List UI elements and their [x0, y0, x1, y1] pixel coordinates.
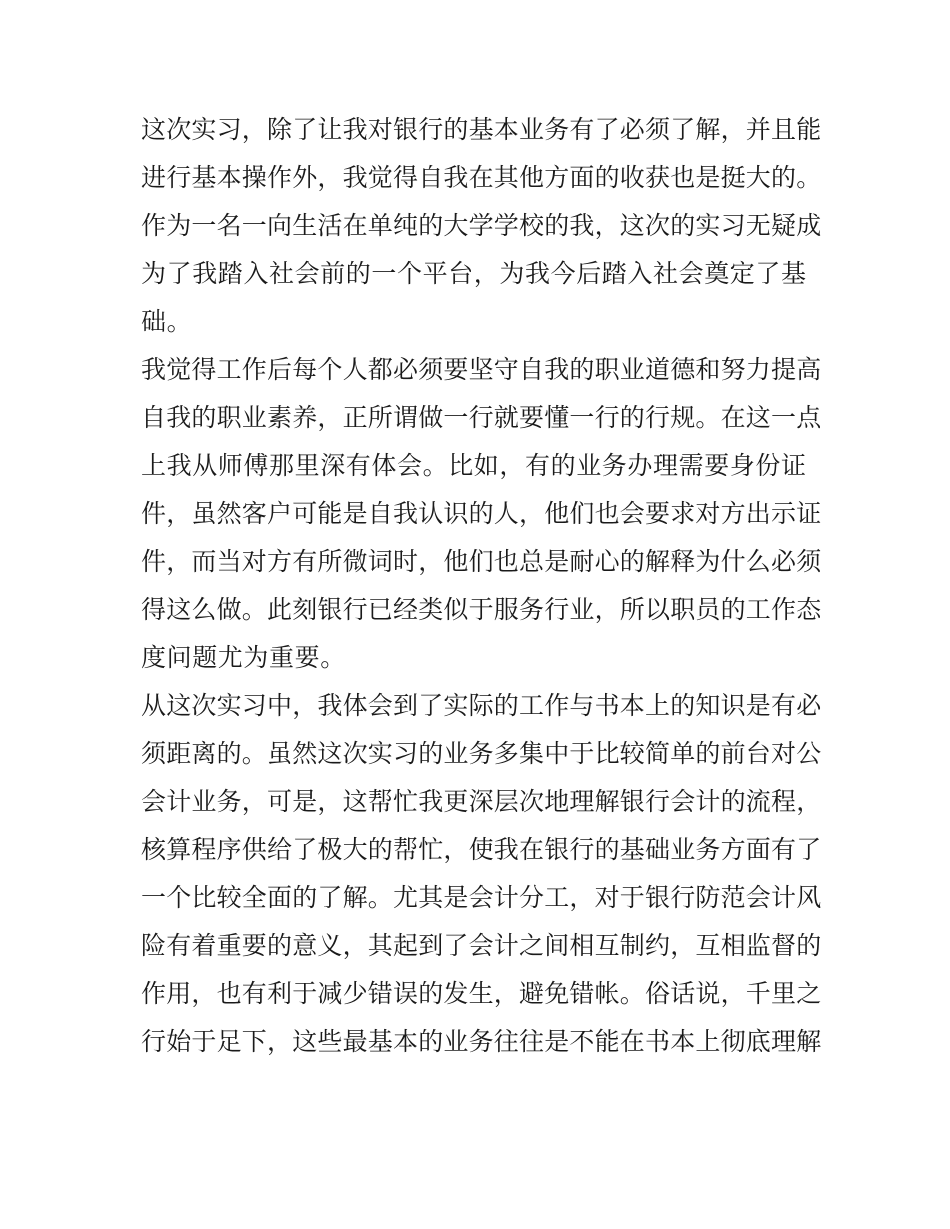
text-line: 件，虽然客户可能是自我认识的人，他们也会要求对方出示证 — [141, 499, 822, 528]
document-body — [141, 106, 821, 1066]
text-line: 度问题尤为重要。 — [141, 643, 346, 672]
text-line: 上我从师傅那里深有体会。比如，有的业务办理需要身份证 — [141, 451, 807, 480]
text-line: 这次实习，除了让我对银行的基本业务有了必须了解，并且能 — [141, 115, 822, 144]
text-line: 为了我踏入社会前的一个平台，为我今后踏入社会奠定了基 — [141, 259, 807, 288]
text-line: 础。 — [141, 307, 193, 336]
text-line: 核算程序供给了极大的帮忙，使我在银行的基础业务方面有了 — [141, 835, 822, 864]
text-line: 我觉得工作后每个人都必须要坚守自我的职业道德和努力提高 — [141, 355, 822, 384]
text-line: 险有着重要的意义，其起到了会计之间相互制约，互相监督的 — [141, 931, 822, 960]
text-line: 一个比较全面的了解。尤其是会计分工，对于银行防范会计风 — [141, 883, 822, 912]
text-line: 从这次实习中，我体会到了实际的工作与书本上的知识是有必 — [141, 691, 822, 720]
text-line: 作用，也有利于减少错误的发生，避免错帐。俗话说，千里之 — [141, 979, 822, 1008]
text-line: 会计业务，可是，这帮忙我更深层次地理解银行会计的流程， — [141, 787, 822, 816]
text-line: 须距离的。虽然这次实习的业务多集中于比较简单的前台对公 — [141, 739, 822, 768]
text-line: 自我的职业素养，正所谓做一行就要懂一行的行规。在这一点 — [141, 403, 822, 432]
text-line: 件，而当对方有所微词时，他们也总是耐心的解释为什么必须 — [141, 547, 822, 576]
text-line: 作为一名一向生活在单纯的大学学校的我，这次的实习无疑成 — [141, 211, 822, 240]
text-line: 得这么做。此刻银行已经类似于服务行业，所以职员的工作态 — [141, 595, 822, 624]
text-line: 进行基本操作外，我觉得自我在其他方面的收获也是挺大的。 — [141, 163, 822, 192]
text-line: 行始于足下，这些最基本的业务往往是不能在书本上彻底理解 — [141, 1027, 822, 1056]
